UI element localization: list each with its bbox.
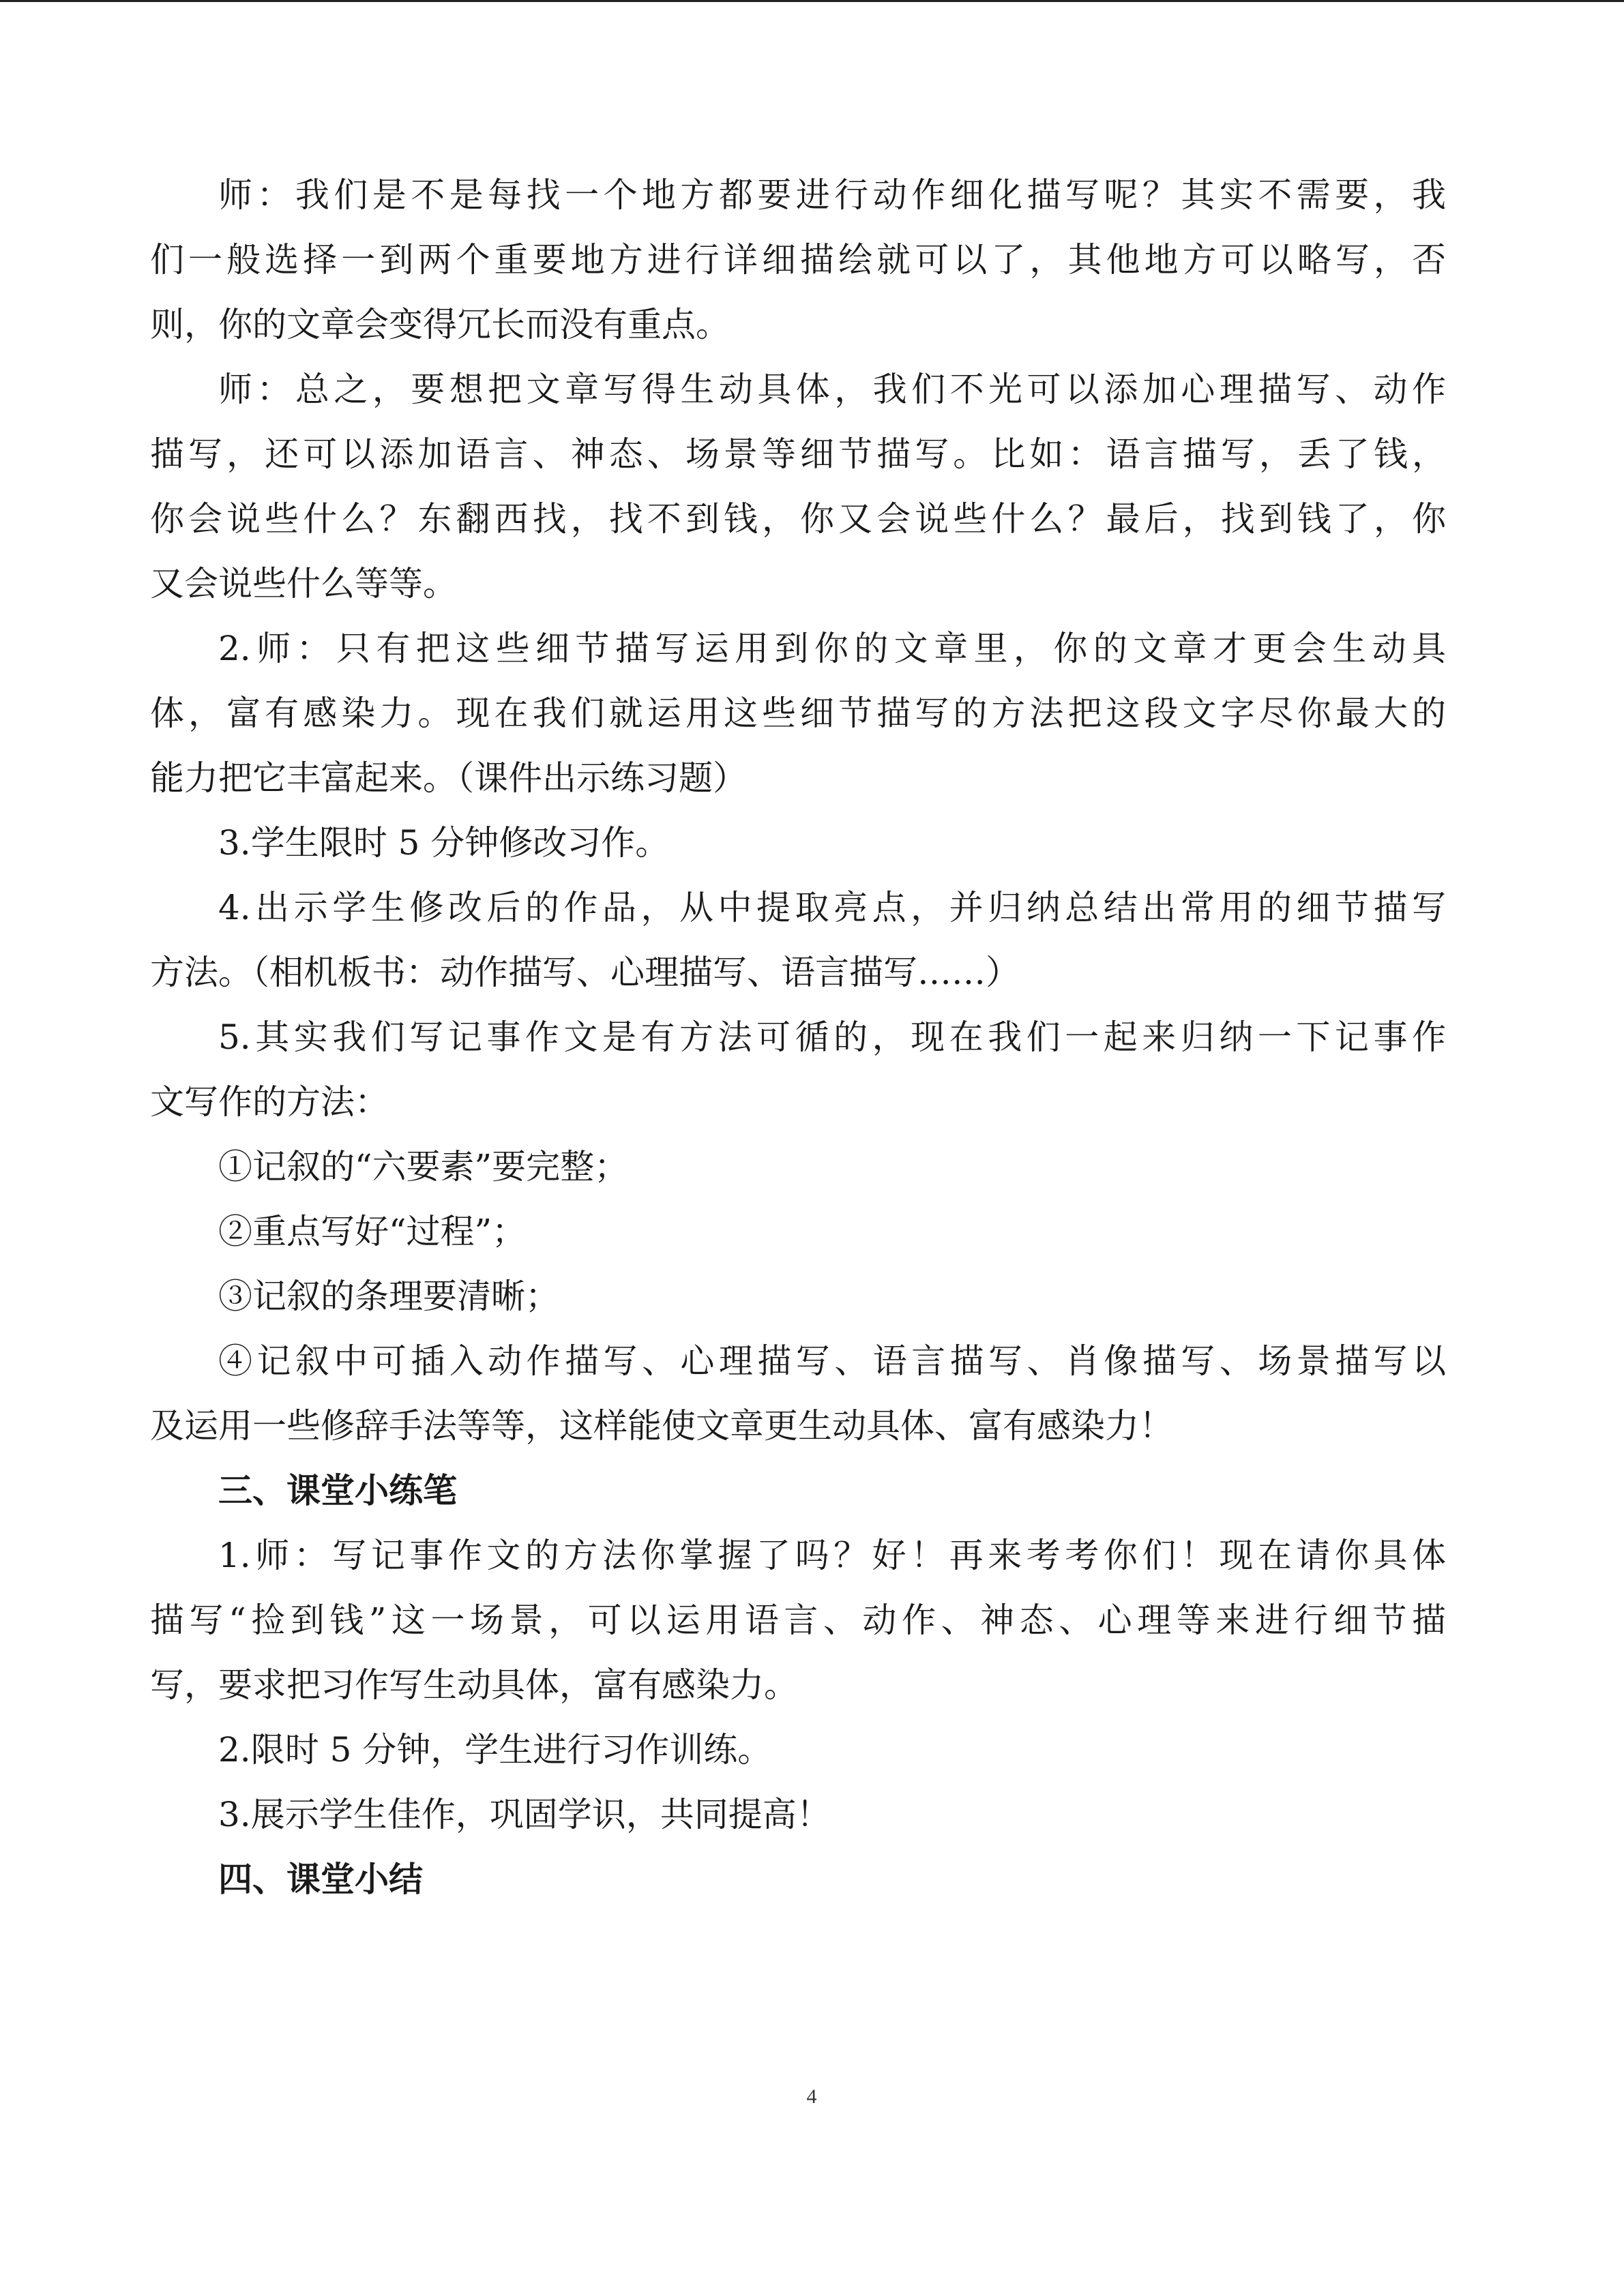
paragraph-line: 4.出示学生修改后的作品，从中提取亮点，并归纳总结出常用的细节描写 [218,888,1446,927]
list-item: ③记叙的条理要清晰； [218,1277,559,1316]
paragraph-line: 描写，还可以添加语言、神态、场景等细节描写。比如：语言描写，丢了钱， [150,434,1446,474]
paragraph-line: 写，要求把习作写生动具体，富有感染力。 [150,1665,798,1705]
paragraph-line: 你会说些什么？东翻西找，找不到钱，你又会说些什么？最后，找到钱了，你 [150,499,1446,539]
paragraph-line: 3.学生限时 5 分钟修改习作。 [218,823,670,863]
paragraph-line: 方法。（相机板书：动作描写、心理描写、语言描写……） [150,953,1020,992]
list-item: 及运用一些修辞手法等等，这样能使文章更生动具体、富有感染力！ [150,1406,1173,1446]
paragraph-line: 体，富有感染力。现在我们就运用这些细节描写的方法把这段文字尽你最大的 [150,694,1446,733]
page-number: 4 [806,2085,817,2108]
paragraph-line: 师：总之，要想把文章写得生动具体，我们不光可以添加心理描写、动作 [218,370,1446,409]
paragraph-line: 又会说些什么等等。 [150,564,457,603]
paragraph-line: 1.师：写记事作文的方法你掌握了吗？好！再来考考你们！现在请你具体 [218,1536,1446,1575]
list-item: ④记叙中可插入动作描写、心理描写、语言描写、肖像描写、场景描写以 [218,1341,1446,1381]
section-heading: 四、课堂小结 [218,1860,423,1899]
paragraph-line: 能力把它丰富起来。（课件出示练习题） [150,758,747,798]
paragraph-line: 文写作的方法： [150,1082,389,1122]
paragraph-line: 3.展示学生佳作，巩固学识，共同提高！ [218,1795,831,1834]
list-item: ①记叙的“六要素”要完整； [218,1147,629,1187]
paragraph-line: 2.师：只有把这些细节描写运用到你的文章里，你的文章才更会生动具 [218,629,1446,668]
paragraph-line: 们一般选择一到两个重要地方进行详细描绘就可以了，其他地方可以略写，否 [150,240,1446,280]
paragraph-line: 则，你的文章会变得冗长而没有重点。 [150,305,730,344]
paragraph-line: 2.限时 5 分钟，学生进行习作训练。 [218,1730,772,1770]
paragraph-line: 描写“捡到钱”这一场景，可以运用语言、动作、神态、心理等来进行细节描 [150,1600,1446,1640]
paragraph-line: 5.其实我们写记事作文是有方法可循的，现在我们一起来归纳一下记事作 [218,1017,1446,1057]
section-heading: 三、课堂小练笔 [218,1471,457,1510]
list-item: ②重点写好“过程”； [218,1212,527,1251]
paragraph-line: 师：我们是不是每找一个地方都要进行动作细化描写呢？其实不需要，我 [218,175,1446,215]
